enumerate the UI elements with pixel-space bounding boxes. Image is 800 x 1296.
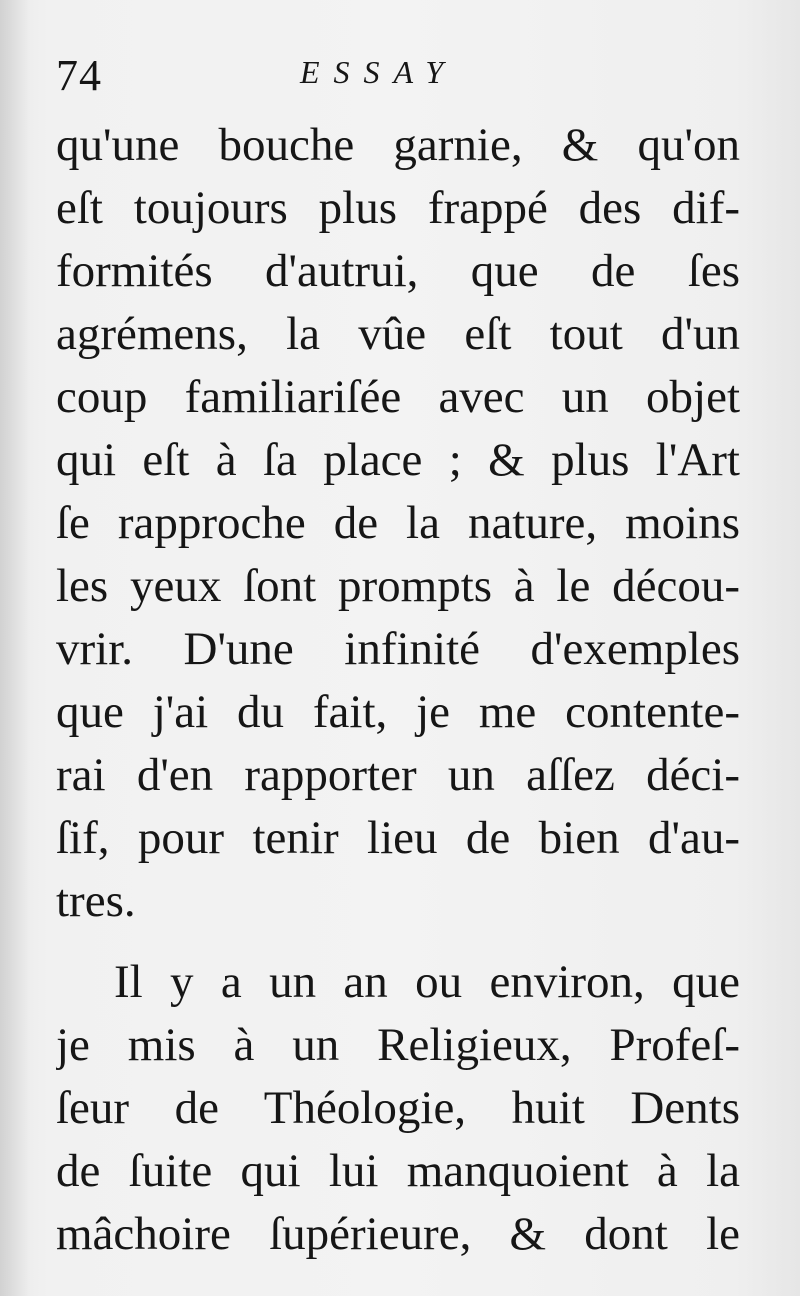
page-number: 74 <box>56 51 102 100</box>
page-header <box>0 40 800 110</box>
page-gutter-shadow <box>0 0 30 1296</box>
text-line: ſif, pour tenir lieu de bien d'au- <box>56 812 740 864</box>
text-line: je mis à un Religieux, Profeſ- <box>56 1019 740 1071</box>
paragraph-2 <box>56 951 740 1266</box>
text-line: de ſuite qui lui manquoient à la <box>56 1145 740 1197</box>
text-line: ſeur de Théologie, huit Dents <box>56 1082 740 1134</box>
text-line: agrémens, la vûe eſt tout d'un <box>56 308 740 360</box>
paragraph-1 <box>56 114 740 933</box>
text-line: mâchoire ſupérieure, & dont le <box>56 1208 740 1260</box>
text-line: vrir. D'une infinité d'exemples <box>56 623 740 675</box>
text-line: Il y a un an ou environ, que <box>114 956 740 1008</box>
paragraph-gap <box>56 933 740 951</box>
text-line: ſe rapproche de la nature, moins <box>56 497 740 549</box>
text-line: qui eſt à ſa place ; & plus l'Art <box>56 434 740 486</box>
text-line: que j'ai du fait, je me contente- <box>56 686 740 738</box>
text-line: qu'une bouche garnie, & qu'on <box>56 119 740 171</box>
text-line: les yeux ſont prompts à le décou- <box>56 560 740 612</box>
text-line: eſt toujours plus frappé des dif- <box>56 182 740 234</box>
text-line: formités d'autrui, que de ſes <box>56 245 740 297</box>
body-text <box>56 114 740 1266</box>
text-line: tres. <box>56 875 136 927</box>
text-line: rai d'en rapporter un aſſez déci- <box>56 749 740 801</box>
text-line: coup familiariſée avec un objet <box>56 371 740 423</box>
running-head: ESSAY <box>300 54 458 90</box>
